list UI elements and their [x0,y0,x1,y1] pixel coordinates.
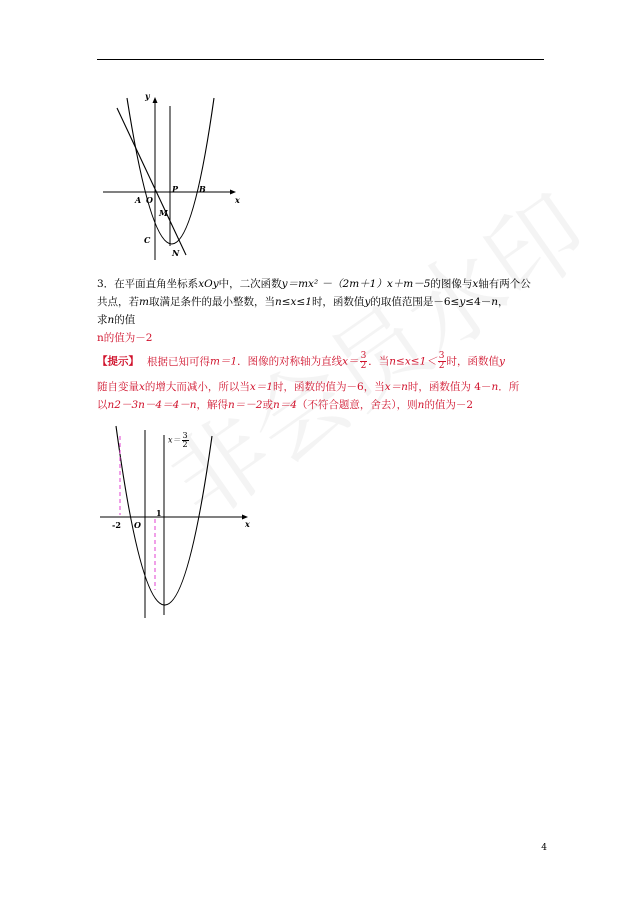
fig1-x-arrow [230,190,236,195]
fig1-y-arrow [153,97,158,103]
fig1-label-C: C [144,235,151,245]
fig1-label-A: A [135,195,142,205]
problem-line-3: 求n的值 [97,314,136,326]
fig2-label-x: x [245,519,250,529]
fig1-label-P: P [172,184,179,194]
page-number: 4 [541,843,547,853]
hint-tag: 【提示】 [97,355,139,368]
fig1-label-O: O [146,195,153,205]
fig1-line [117,108,186,258]
problem-line-2: 共点，若m取满足条件的最小整数，当n≤x≤1时，函数值y的取值范围是－6≤y≤4－n， [97,296,509,308]
hint-line-2: 随自变量x的增大而减小，所以当x＝1时，函数的值为－6，当x＝n时，函数值为 4－n．所 [97,381,520,393]
problem-line-1: 3．在平面直角坐标系xOy中，二次函数y＝mx² －（2m＋1）x＋m－5的图像与x轴有两个公 [97,278,531,290]
fig1-label-N: N [172,248,180,258]
fig2-label-O: O [134,520,141,530]
fig1-label-y: y [145,91,150,101]
hint-fraction-1: $\frac{3}{2}$ [360,351,367,371]
fig2-fraction: $\frac{3}{2}$ [182,431,188,449]
fig1-label-B: B [199,184,206,194]
fig1-label-x: x [235,195,240,205]
hint-fraction-2: $\frac{3}{2}$ [438,351,445,371]
hint-line-1: 【提示】 根据已知可得m＝1．图像的对称轴为直线x＝ $\frac{3}{2}$ ．当n≤x≤1＜ $\frac{3}{2}$ 时，函数值y [97,351,505,371]
hint-line-3: 以n2－3n－4＝4－n，解得n＝－2或n＝4（不符合题意，舍去），则n的值为－2 [97,399,474,411]
fig1-label-M: M [159,208,168,218]
fig2-symmetry-label: x＝ $\frac{3}{2}$ [168,431,188,449]
fig2-label-neg2: -2 [112,520,121,530]
problem-answer: n的值为－2 [97,332,153,344]
fig2-label-1: 1 [156,508,162,518]
